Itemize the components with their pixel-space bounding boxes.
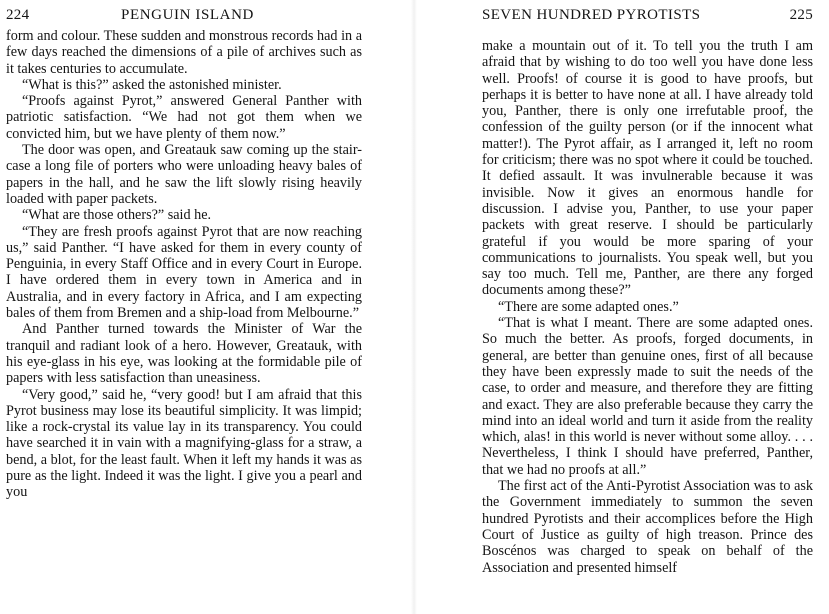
paragraph: “What are those others?” said he.: [22, 207, 212, 224]
paragraph: “Proofs against Pyrot,” answered General Panther with patriotic satisfaction. “We had not got them when we convicted him, but we have plenty of them now.”: [6, 93, 362, 142]
paragraph: The door was open, and Greatauk saw coming up the stair-case a long file of porters who were unloading heavy bales of papers in the hall, and he saw the lift slowly rising heavily loaded with paper packets.: [6, 142, 362, 207]
right-running-title: SEVEN HUNDRED PYROTISTS: [482, 7, 701, 23]
paragraph: “They are fresh proofs against Pyrot that are now reaching us,” said Panther. “I have asked for them in every county of Penguinia, in every Staff Office and in every Court in Europe. I have ordered them in every town in America and in Australia, and in every factory in Africa, and I am expecting bales of them from Bremen and a ship-load from Melbourne.”: [6, 223, 362, 322]
paragraph: “There are some adapted ones.”: [498, 298, 679, 315]
right-page-text: [482, 38, 813, 576]
paragraph: make a mountain out of it. To tell you the truth I am afraid that by wishing to do too well you have done less well. Proofs! of course it is good to have proofs, but perhaps it is better to have none at all. I have already told you, Panther, there is only one irrefutable proof, the confession of the guilty person (or if the innocent what matter!). The Pyrot affair, as I arranged it, left no room for criticism; there was no spot where it could be touched. It defied assault. It was invulnerable because it was invisible. Now it gives an enormous handle for discussion. I advise you, Panther, to use your paper packets with great reserve. I should be particularly grateful if you would be more sparing of your communications to journalists. You speak well, but you say too much. Tell me, Panther, are there any forged documents among these?”: [482, 38, 813, 299]
paragraph: “Very good,” said he, “very good! but I am afraid that this Pyrot business may lose its beautiful simplicity. It was limpid; like a rock-crystal its value lay in its transparency. You could have searched it in vain with a magnifying-glass for a straw, a bend, a blot, for the least fault. When it left my hands it was as pure as the light. Indeed it was the light. I give you a pearl and you: [6, 386, 362, 501]
left-page-text: [6, 28, 362, 501]
paragraph: “That is what I meant. There are some adapted ones. So much the better. As proofs, forged documents, in general, are better than genuine ones, first of all because they have been expressly made to suit the needs of the case, to order and measure, and therefore they are fitting and exact. They are also preferable because they carry the mind into an ideal world and turn it aside from the reality which, alas! in this world is never without some alloy. . . . Nevertheless, I think I should have preferred, Panther, that we had no proofs at all.”: [482, 315, 813, 478]
left-page: [0, 0, 414, 614]
left-running-header: [6, 7, 362, 27]
paragraph: form and colour. These sudden and monstrous records had in a few days reached the dimensions of a pile of archives such as it takes centuries to accumulate.: [6, 28, 362, 77]
left-page-number: 224: [6, 7, 30, 23]
right-page: [414, 0, 829, 614]
paragraph: The first act of the Anti-Pyrotist Association was to ask the Government immediately to summon the seven hundred Pyrotists and their accomplices before the High Court of Justice as guilty of high treason. Prince des Boscénos was charged to speak on behalf of the Association and presented himself: [482, 478, 813, 576]
right-page-number: 225: [789, 7, 813, 23]
paragraph: “What is this?” asked the astonished minister.: [22, 76, 282, 93]
paragraph: And Panther turned towards the Minister of War the tranquil and radiant look of a hero. However, Greatauk, with his eye-glass in his eye, was looking at the formidable pile of papers with less satisfaction than uneasiness.: [6, 321, 362, 387]
left-running-title: PENGUIN ISLAND: [121, 7, 254, 23]
right-running-header: [482, 7, 813, 27]
